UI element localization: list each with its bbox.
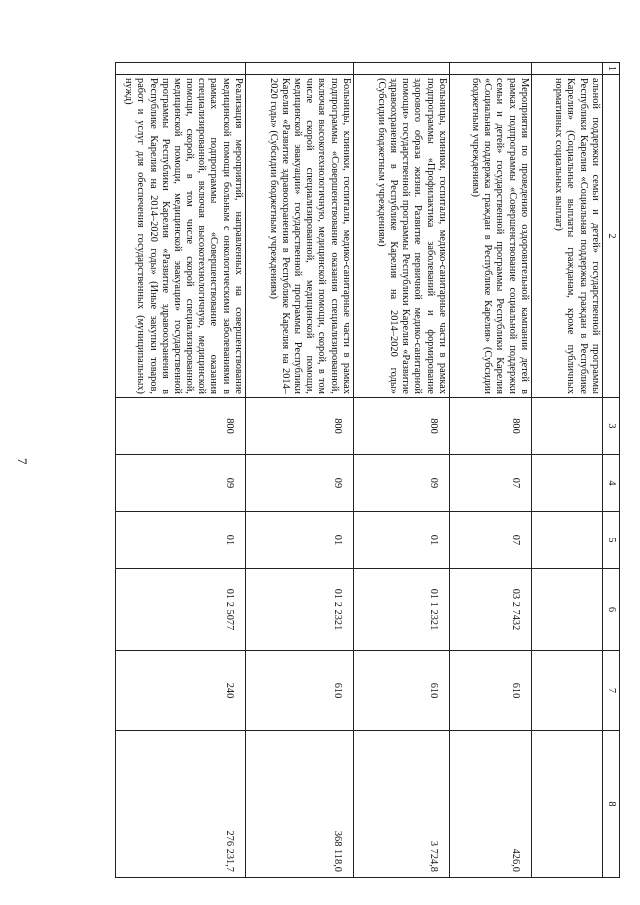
row-index-cell [353,63,449,75]
budget-table [115,62,620,878]
header-col-5: 5 [602,512,619,569]
header-col-1: 1 [602,63,619,75]
header-col-3: 3 [602,398,619,455]
header-row [602,63,619,878]
row-description: Больницы, клиники, госпитали, медико-санитарные части в рамках подпрограммы «Совершенствование оказания специализированной, включая высокотехнологичную, медицинской помощи, скорой, в том числе скорой специализированной, медицинской помощи, медицинской эвакуации» государственной программы Республики Карелия «Развитие здравоохранения в Республике Карелия на 2014–2020 годы» (Субсидии бюджетным учреждениям) [245,75,353,398]
row-description: Больницы, клиники, госпитали, медико-санитарные части в рамках подпрограммы «Профилактика заболеваний и формирование здорового образа жизни. Развитие первичной медико-санитарной помощи» государственной программы Республики Карелия «Развитие здравоохранения в Республике Карелия на 2014–2020 годы» (Субсидии бюджетным учреждениям) [353,75,449,398]
table-row [115,63,245,878]
cell-col-5 [531,512,602,569]
table-row [449,63,531,878]
header-col-6: 6 [602,569,619,651]
cell-col-4: 09 [353,455,449,512]
cell-col-6 [531,569,602,651]
cell-col-6: 01 1 2321 [353,569,449,651]
cell-col-8: 426,0 [449,731,531,878]
table-row [531,63,602,878]
cell-col-5: 01 [353,512,449,569]
cell-col-6: 01 2 5077 [115,569,245,651]
row-index-cell [245,63,353,75]
cell-col-6: 01 2 2321 [245,569,353,651]
cell-col-7 [531,651,602,731]
table-row [353,63,449,878]
cell-col-4 [531,455,602,512]
cell-col-4: 09 [245,455,353,512]
cell-col-3: 800 [449,398,531,455]
header-col-7: 7 [602,651,619,731]
row-index-cell [531,63,602,75]
header-col-4: 4 [602,455,619,512]
cell-col-3: 800 [353,398,449,455]
row-index-cell [115,63,245,75]
cell-col-5: 01 [115,512,245,569]
cell-col-8: 368 118,0 [245,731,353,878]
cell-col-7: 610 [449,651,531,731]
cell-col-8: 276 231,7 [115,731,245,878]
cell-col-5: 01 [245,512,353,569]
cell-col-7: 610 [353,651,449,731]
cell-col-3 [531,398,602,455]
header-col-8: 8 [602,731,619,878]
cell-col-8 [531,731,602,878]
budget-table-sheet [110,62,620,877]
cell-col-8: 3 724,8 [353,731,449,878]
cell-col-6: 03 2 7432 [449,569,531,651]
page-number: 7 [15,458,30,465]
cell-col-5: 07 [449,512,531,569]
row-description: Мероприятия по проведению оздоровительной кампании детей в рамках подпрограммы «Совершенствование социальной поддержки семьи и детей» государственной программы Республики Карелия «Социальная поддержка граждан в Республике Карелия» (Субсидии бюджетным учреждениям) [449,75,531,398]
cell-col-3: 800 [245,398,353,455]
table-row [245,63,353,878]
row-description: Реализация мероприятий, направленных на совершенствование медицинской помощи больным с онкологическими заболеваниями в рамках подпрограммы «Совершенствование оказания специализированной, включая высокотехнологичную, медицинской помощи, скорой, в том числе скорой специализированной, медицинской помощи, медицинской эвакуации» государственной программы Республики Карелия «Развитие здравоохранения в Республике Карелия на 2014–2020 годы» (Иные закупки товаров, работ и услуг для обеспечения государственных (муниципальных) нужд) [115,75,245,398]
row-description: альной поддержки семьи и детей» государственной программы Республики Карелия «Социальная поддержка граждан в Республике Карелия» (Социальные выплаты гражданам, кроме публичных нормативных социальных выплат) [531,75,602,398]
row-index-cell [449,63,531,75]
cell-col-4: 09 [115,455,245,512]
cell-col-7: 610 [245,651,353,731]
cell-col-3: 800 [115,398,245,455]
header-col-2: 2 [602,75,619,398]
cell-col-4: 07 [449,455,531,512]
cell-col-7: 240 [115,651,245,731]
